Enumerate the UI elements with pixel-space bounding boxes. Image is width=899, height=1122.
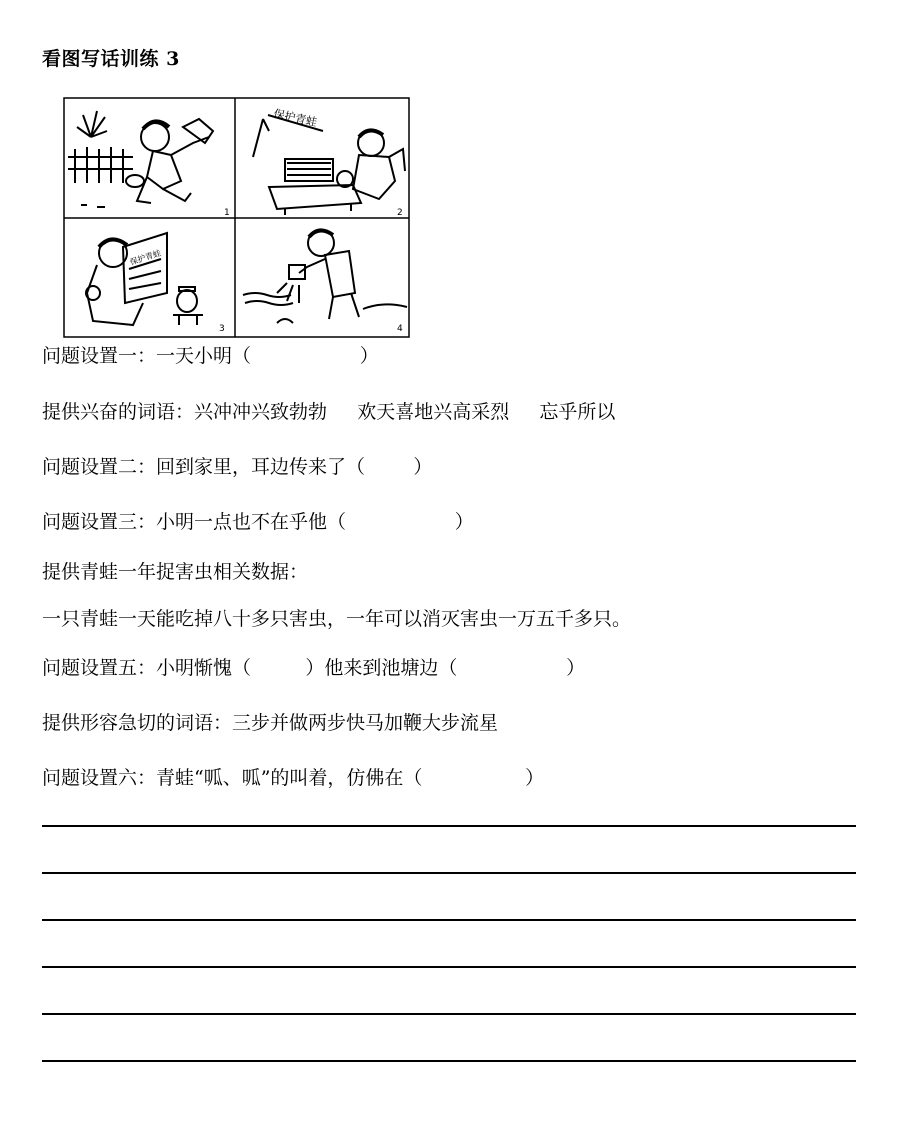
comic-panel-4-number: 4	[397, 324, 403, 334]
question-6: 问题设置六：青蛙“呱、呱”的叫着，仿佛在（ ）	[42, 767, 545, 789]
question-2: 问题设置二：回到家里，耳边传来了（ ）	[42, 456, 433, 478]
question-3: 问题设置三：小明一点也不在乎他（ ）	[42, 511, 474, 533]
writing-line[interactable]	[42, 1013, 856, 1015]
urgent-words: 提供形容急切的词语：三步并做两步快马加鞭大步流星	[42, 712, 499, 734]
excited-words: 提供兴奋的词语：兴冲冲兴致勃勃 欢天喜地兴高采烈 忘乎所以	[42, 401, 616, 423]
comic-panel-3-newspaper: 保护青蛙	[128, 248, 163, 267]
comic-panel-3-number: 3	[219, 324, 225, 334]
question-1: 问题设置一：一天小明（ ）	[42, 345, 379, 367]
comic-panel-1-number: 1	[224, 208, 230, 218]
comic-strip	[63, 97, 410, 338]
comic-panel-2-number: 2	[397, 208, 403, 218]
question-5: 问题设置五：小明惭愧（ ）他来到池塘边（ ）	[42, 657, 586, 679]
writing-line[interactable]	[42, 825, 856, 827]
writing-line[interactable]	[42, 872, 856, 874]
frog-data: 一只青蛙一天能吃掉八十多只害虫，一年可以消灭害虫一万五千多只。	[42, 608, 632, 630]
page-title: 看图写话训练 3	[42, 48, 180, 70]
writing-line[interactable]	[42, 966, 856, 968]
frog-data-label: 提供青蛙一年捉害虫相关数据：	[42, 561, 309, 583]
comic-panel-2-sign: 保护青蛙	[272, 107, 319, 130]
writing-line[interactable]	[42, 919, 856, 921]
writing-line[interactable]	[42, 1060, 856, 1062]
